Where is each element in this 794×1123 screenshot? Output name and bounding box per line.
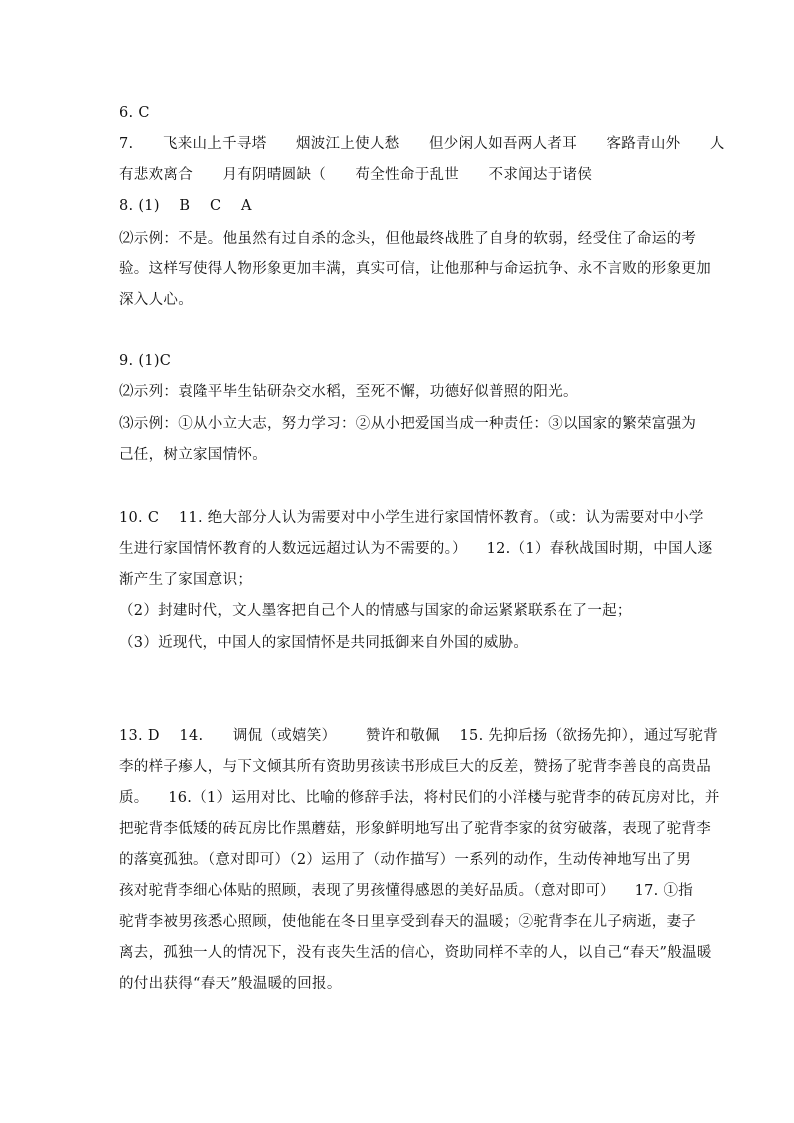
answer-line: 深入人心。	[119, 292, 193, 308]
answer-line: ⑵示列：袁隆平毕生钻研杂交水稻，至死不懈，功德好似普照的阳光。	[119, 384, 578, 400]
answer-line: 9. (1)C	[119, 353, 172, 369]
answer-line: 质。 16.（1）运用对比、比喻的修辞手法，将村民们的小洋楼与驼背李的砖瓦房对比，并	[119, 790, 720, 806]
answer-line: ⑵示例：不是。他虽然有过自杀的念头，但他最终战胜了自身的软弱，经受住了命运的考	[119, 231, 697, 247]
answer-line: 离去，孤独一人的情况下，没有丧失生活的信心，资助同样不幸的人，以自己“春天”般温暖	[119, 945, 712, 961]
answer-line: 的付出获得“春天”般温暖的回报。	[119, 976, 342, 992]
answer-line: 10. C 11. 绝大部分人认为需要对中小学生进行家国情怀教育。（或：认为需要对中小学	[119, 510, 704, 526]
answer-line: 的落寞孤独。（意对即可）（2）运用了（动作描写）一系列的动作，生动传神地写出了男	[119, 852, 692, 868]
answer-line: （2）封建时代，文人墨客把自己个人的情感与国家的命运紧紧联系在了一起；	[119, 603, 632, 619]
answer-line: 6. C	[119, 105, 150, 121]
answer-line: （3）近现代，中国人的家国情怀是共同抵御来自外国的威胁。	[119, 635, 529, 651]
answer-line: 渐产生了家国意识；	[119, 572, 253, 588]
answer-line: 验。这样写使得人物形象更加丰满，真实可信，让他那种与命运抗争、永不言败的形象更加	[119, 261, 711, 277]
answer-line: 驼背李被男孩悉心照顾，使他能在冬日里享受到春天的温暖；②驼背李在儿子病逝，妻子	[119, 914, 697, 930]
answer-line: 7. 飞来山上千寻塔 烟波江上使人愁 但少闲人如吾两人者耳 客路青山外 人	[119, 136, 725, 152]
answer-line: 己任，树立家国情怀。	[119, 447, 267, 463]
answer-line: ⑶示例：①从小立大志，努力学习：②从小把爱国当成一种责任：③以国家的繁荣富强为	[119, 416, 697, 432]
answer-line: 生进行家国情怀教育的人数远远超过认为不需要的。） 12.（1）春秋战国时期，中国人逐	[119, 541, 713, 557]
answer-line: 孩对驼背李细心体贴的照顾，表现了男孩懂得感恩的美好品质。（意对即可） 17. ①指	[119, 883, 694, 899]
answer-line: 李的样子瘆人，与下文倾其所有资助男孩读书形成巨大的反差，赞扬了驼背李善良的高贵品	[119, 759, 711, 775]
answer-line: 13. D 14. 调侃（或嬉笑） 赞许和敬佩 15. 先抑后扬（欲扬先抑），通过写驼背	[119, 728, 718, 744]
answer-line: 8. (1) B C A	[119, 198, 252, 214]
answer-line: 把驼背李低矮的砖瓦房比作黑蘑菇，形象鲜明地写出了驼背李家的贫穷破落，表现了驼背李	[119, 821, 711, 837]
answer-line: 有悲欢离合 月有阴晴圆缺（ 苟全性命于乱世 不求闻达于诸侯	[119, 167, 593, 183]
